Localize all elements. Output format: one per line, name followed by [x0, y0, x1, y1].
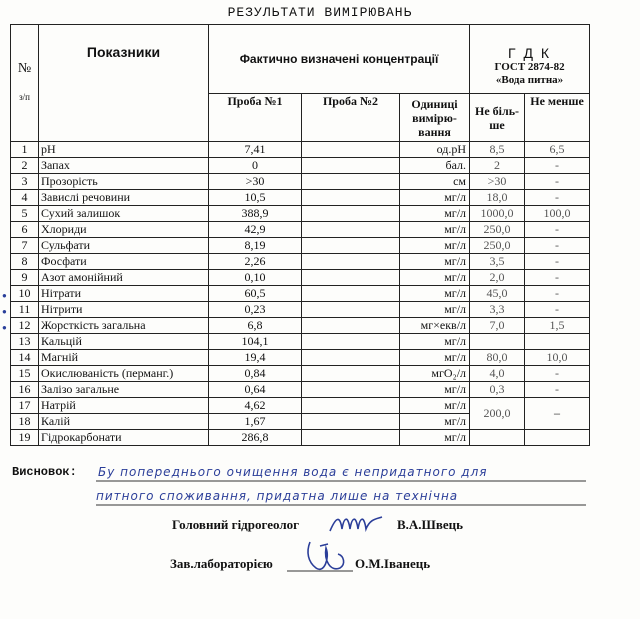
limit-min: -: [525, 366, 590, 382]
indicator-name: Азот амонійний: [39, 270, 209, 286]
lab-head-name: О.М.Іванець: [355, 556, 431, 571]
row-number: 4: [11, 190, 39, 206]
underline: [96, 504, 586, 506]
limit-max: 8,5: [470, 142, 525, 158]
unit-value: мг/л: [400, 222, 470, 238]
row-number: 18: [11, 414, 39, 430]
merged-max-value: 200,0: [470, 398, 525, 430]
results-table: [10, 24, 590, 446]
row-number: 5: [11, 206, 39, 222]
probe2-value: [302, 302, 400, 318]
header-not-more: Не біль-ше: [470, 94, 525, 142]
table-row: [11, 206, 590, 222]
probe2-value: [302, 398, 400, 414]
row-number: 6: [11, 222, 39, 238]
indicator-name: Прозорість: [39, 174, 209, 190]
probe1-value: 10,5: [209, 190, 302, 206]
row-number: 15: [11, 366, 39, 382]
probe2-value: [302, 222, 400, 238]
limit-min: -: [525, 222, 590, 238]
header-no: № з/п: [11, 25, 39, 142]
table-row: [11, 318, 590, 334]
row-number: 14: [11, 350, 39, 366]
table-row: [11, 174, 590, 190]
limit-min: -: [525, 158, 590, 174]
limit-min: -: [525, 382, 590, 398]
unit-value: од.pH: [400, 142, 470, 158]
hydrogeologist-signature: [326, 511, 396, 535]
row-number: 12: [11, 318, 39, 334]
limit-min: 100,0: [525, 206, 590, 222]
unit-value: мг/л: [400, 382, 470, 398]
margin-mark: ●: [2, 291, 7, 300]
hydrogeologist-name: В.А.Швець: [397, 517, 463, 532]
limit-max: 3,3: [470, 302, 525, 318]
table-row: [11, 158, 590, 174]
row-number: 8: [11, 254, 39, 270]
probe2-value: [302, 270, 400, 286]
probe1-value: 104,1: [209, 334, 302, 350]
limit-max: [470, 334, 525, 350]
indicator-name: Кальцій: [39, 334, 209, 350]
probe2-value: [302, 430, 400, 446]
row-number: 3: [11, 174, 39, 190]
limit-min: [525, 334, 590, 350]
row-number: 1: [11, 142, 39, 158]
probe1-value: 60,5: [209, 286, 302, 302]
unit-value: мг/л: [400, 398, 470, 414]
probe2-value: [302, 318, 400, 334]
probe1-value: 8,19: [209, 238, 302, 254]
unit-value: мг/л: [400, 302, 470, 318]
probe1-value: 0,23: [209, 302, 302, 318]
probe1-value: 7,41: [209, 142, 302, 158]
table-row: [11, 430, 590, 446]
unit-value: мг/л: [400, 286, 470, 302]
probe2-value: [302, 254, 400, 270]
header-actual: Фактично визначені концентрації: [209, 25, 470, 94]
table-row: [11, 398, 590, 414]
indicator-name: Гідрокарбонати: [39, 430, 209, 446]
limit-max: 250,0: [470, 222, 525, 238]
indicator-name: Запах: [39, 158, 209, 174]
probe1-value: 0,10: [209, 270, 302, 286]
header-indicators: Показники: [39, 25, 209, 142]
limit-max: 2,0: [470, 270, 525, 286]
header-probe2: Проба №2: [302, 94, 400, 142]
indicator-name: Завислі речовини: [39, 190, 209, 206]
row-number: 16: [11, 382, 39, 398]
limit-min: -: [525, 254, 590, 270]
limit-max: 4,0: [470, 366, 525, 382]
probe2-value: [302, 366, 400, 382]
probe2-value: [302, 190, 400, 206]
lab-head-role: Зав.лабораторією: [170, 556, 273, 571]
indicator-name: pH: [39, 142, 209, 158]
row-number: 13: [11, 334, 39, 350]
indicator-name: Жорсткість загальна: [39, 318, 209, 334]
limit-min: 10,0: [525, 350, 590, 366]
table-row: [11, 382, 590, 398]
limit-max: 2: [470, 158, 525, 174]
hydrogeologist-role: Головний гідрогеолог: [172, 517, 300, 532]
unit-value: мг/л: [400, 190, 470, 206]
limit-max: 7,0: [470, 318, 525, 334]
indicator-name: Окислюваність (перманг.): [39, 366, 209, 382]
conclusion-label: Висновок:: [12, 465, 77, 479]
table-row: [11, 286, 590, 302]
table-row: [11, 366, 590, 382]
margin-mark: ●: [2, 307, 7, 316]
probe2-value: [302, 158, 400, 174]
table-row: [11, 238, 590, 254]
row-number: 11: [11, 302, 39, 318]
unit-value: мг/л: [400, 206, 470, 222]
row-number: 17: [11, 398, 39, 414]
table-row: [11, 334, 590, 350]
limit-max: 1000,0: [470, 206, 525, 222]
probe2-value: [302, 142, 400, 158]
limit-min: [525, 430, 590, 446]
row-number: 9: [11, 270, 39, 286]
probe1-value: 42,9: [209, 222, 302, 238]
lab-head-signature: [300, 538, 360, 578]
probe1-value: 6,8: [209, 318, 302, 334]
indicator-name: Магній: [39, 350, 209, 366]
indicator-name: Залізо загальне: [39, 382, 209, 398]
limit-min: -: [525, 270, 590, 286]
row-number: 10: [11, 286, 39, 302]
table-row: [11, 222, 590, 238]
indicator-name: Хлориди: [39, 222, 209, 238]
header-gdk: Г Д К ГОСТ 2874-82 «Вода питна»: [470, 25, 590, 94]
probe1-value: 388,9: [209, 206, 302, 222]
unit-value: бал.: [400, 158, 470, 174]
probe1-value: >30: [209, 174, 302, 190]
header-units: Одиниці вимірю-вання: [400, 94, 470, 142]
conclusion-line-1: Бу попереднього очищення вода є непридатного для: [98, 465, 488, 479]
table-row: [11, 302, 590, 318]
limit-max: >30: [470, 174, 525, 190]
indicator-name: Нітрити: [39, 302, 209, 318]
underline: [96, 480, 586, 482]
limit-min: -: [525, 174, 590, 190]
probe2-value: [302, 286, 400, 302]
probe1-value: 19,4: [209, 350, 302, 366]
indicator-name: Натрій: [39, 398, 209, 414]
table-row: [11, 270, 590, 286]
limit-min: -: [525, 286, 590, 302]
probe1-value: 0,84: [209, 366, 302, 382]
table-row: [11, 254, 590, 270]
probe2-value: [302, 238, 400, 254]
limit-min: -: [525, 302, 590, 318]
unit-value: см: [400, 174, 470, 190]
probe2-value: [302, 350, 400, 366]
probe2-value: [302, 382, 400, 398]
header-probe1: Проба №1: [209, 94, 302, 142]
limit-min: 1,5: [525, 318, 590, 334]
unit-value: мг/л: [400, 334, 470, 350]
page-title: РЕЗУЛЬТАТИ ВИМІРЮВАНЬ: [227, 5, 413, 20]
limit-min: -: [525, 238, 590, 254]
unit-value: мг/л: [400, 350, 470, 366]
unit-value: мг×екв/л: [400, 318, 470, 334]
limit-max: 45,0: [470, 286, 525, 302]
unit-value: мг/л: [400, 238, 470, 254]
indicator-name: Фосфати: [39, 254, 209, 270]
probe1-value: 1,67: [209, 414, 302, 430]
indicator-name: Нітрати: [39, 286, 209, 302]
unit-value: мг/л: [400, 270, 470, 286]
row-number: 19: [11, 430, 39, 446]
margin-mark: ●: [2, 323, 7, 332]
limit-max: 80,0: [470, 350, 525, 366]
probe1-value: 286,8: [209, 430, 302, 446]
conclusion-line-2: питного споживання, придатна лише на технічна: [96, 489, 459, 503]
limit-max: [470, 430, 525, 446]
table-row: [11, 350, 590, 366]
probe2-value: [302, 414, 400, 430]
limit-max: 250,0: [470, 238, 525, 254]
table-row: [11, 190, 590, 206]
unit-value: мг/л: [400, 254, 470, 270]
row-number: 2: [11, 158, 39, 174]
limit-min: -: [525, 190, 590, 206]
indicator-name: Сульфати: [39, 238, 209, 254]
header-not-less: Не менше: [525, 94, 590, 142]
indicator-name: Калій: [39, 414, 209, 430]
probe2-value: [302, 206, 400, 222]
probe1-value: 4,62: [209, 398, 302, 414]
table-row: [11, 142, 590, 158]
probe1-value: 0,64: [209, 382, 302, 398]
probe1-value: 0: [209, 158, 302, 174]
limit-max: 18,0: [470, 190, 525, 206]
merged-min-value: –: [525, 398, 590, 430]
probe2-value: [302, 334, 400, 350]
unit-value: мгO₂/л: [400, 366, 470, 382]
limit-min: 6,5: [525, 142, 590, 158]
indicator-name: Сухий залишок: [39, 206, 209, 222]
probe2-value: [302, 174, 400, 190]
limit-max: 0,3: [470, 382, 525, 398]
row-number: 7: [11, 238, 39, 254]
limit-max: 3,5: [470, 254, 525, 270]
probe1-value: 2,26: [209, 254, 302, 270]
unit-value: мг/л: [400, 430, 470, 446]
unit-value: мг/л: [400, 414, 470, 430]
